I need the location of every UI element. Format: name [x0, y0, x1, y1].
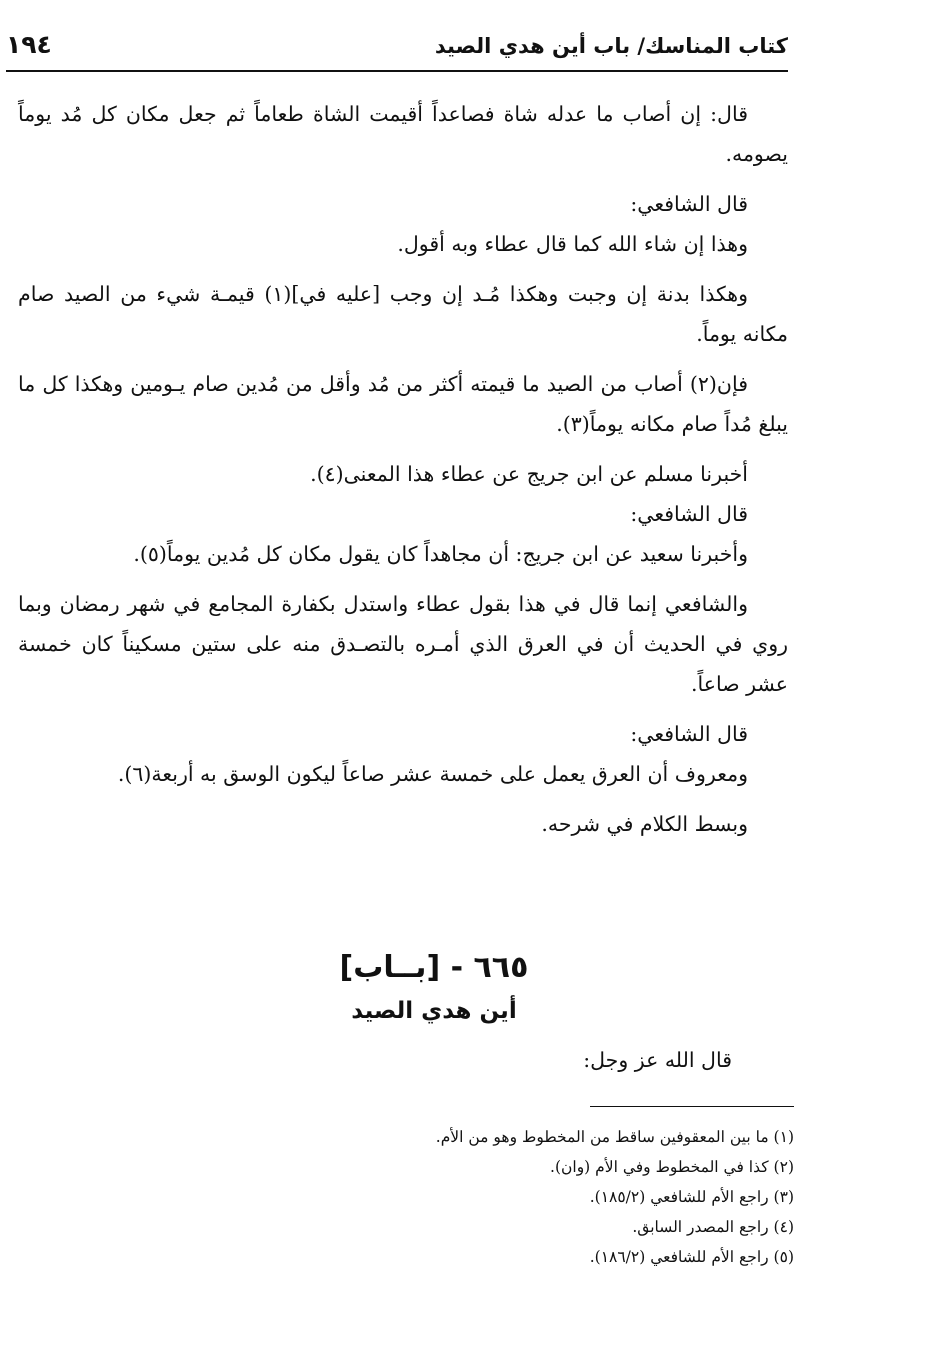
- chapter-title: أين هدي الصيد: [351, 998, 517, 1024]
- paragraph-text: قال: إن أصاب ما عدله شاة فصاعداً أقيمت الشاة طعاماً ثم جعل مكان كل مُد يوماً يصومه.: [18, 102, 788, 166]
- footnote: (١) ما بين المعقوفين ساقط من المخطوط وهو من الأم.: [435, 1128, 794, 1146]
- paragraph-text: والشافعي إنما قال في هذا بقول عطاء واستدل بكفارة المجامع في شهر رمضان وبما روي في الحديث أن في العرق الذي أمـره بالتصـدق منه على ستين مسكيناً كان خمسة عشر صاعاً.: [18, 592, 788, 696]
- chapter-heading: [0, 944, 928, 1030]
- paragraph: [18, 454, 788, 494]
- chapter-number: ٦٦٥ - [بــاب]: [339, 950, 529, 985]
- page-header: [6, 28, 788, 72]
- paragraph-text: فإن(٢) أصاب من الصيد ما قيمته أكثر من مُد وأقل من مُدين صام يـومين وهكذا كل ما يبلغ مُداً صام مكانه يوماً(٣).: [18, 372, 788, 436]
- footnote: (٣) راجع الأم للشافعي (١٨٥/٢).: [589, 1188, 794, 1206]
- paragraph-text: وأخبرنا سعيد عن ابن جريج: أن مجاهداً كان يقول مكان كل مُدين يوماً(٥).: [133, 542, 748, 566]
- paragraph: [18, 364, 788, 444]
- paragraph-text: وهكذا بدنة إن وجبت وهكذا مُـد إن وجب [عليه في](١) قيمـة شيء من الصيد صام مكانه يوماً.: [18, 282, 788, 346]
- paragraph-text: أخبرنا مسلم عن ابن جريج عن عطاء هذا المعنى(٤).: [310, 462, 748, 486]
- paragraph: [18, 274, 788, 354]
- paragraph: [18, 804, 788, 844]
- paragraph-text: وهذا إن شاء الله كما قال عطاء وبه أقول.: [397, 232, 748, 256]
- body-text: [18, 94, 788, 844]
- footnote: (٤) راجع المصدر السابق.: [632, 1218, 794, 1236]
- paragraph-heading: قال الشافعي:: [630, 722, 748, 746]
- paragraph-text: ومعروف أن العرق يعمل على خمسة عشر صاعاً ليكون الوسق به أربعة(٦).: [117, 762, 748, 786]
- page-number: ١٩٤: [6, 30, 52, 59]
- paragraph: [18, 714, 788, 794]
- paragraph: [18, 584, 788, 704]
- paragraph-heading: قال الشافعي:: [630, 502, 748, 526]
- footnotes: [154, 1122, 794, 1272]
- footnote: (٢) كذا في المخطوط وفي الأم (وان).: [550, 1158, 794, 1176]
- paragraph-text: وبسط الكلام في شرحه.: [541, 812, 748, 836]
- paragraph: [18, 494, 788, 574]
- paragraph: [18, 184, 788, 264]
- closing-line: قال الله عز وجل:: [583, 1048, 732, 1072]
- running-title: كتاب المناسك/ باب أين هدي الصيد: [434, 34, 788, 58]
- paragraph-heading: قال الشافعي:: [630, 192, 748, 216]
- footnote-divider: [590, 1106, 794, 1107]
- paragraph: [18, 94, 788, 174]
- footnote: (٥) راجع الأم للشافعي (١٨٦/٢).: [589, 1248, 794, 1266]
